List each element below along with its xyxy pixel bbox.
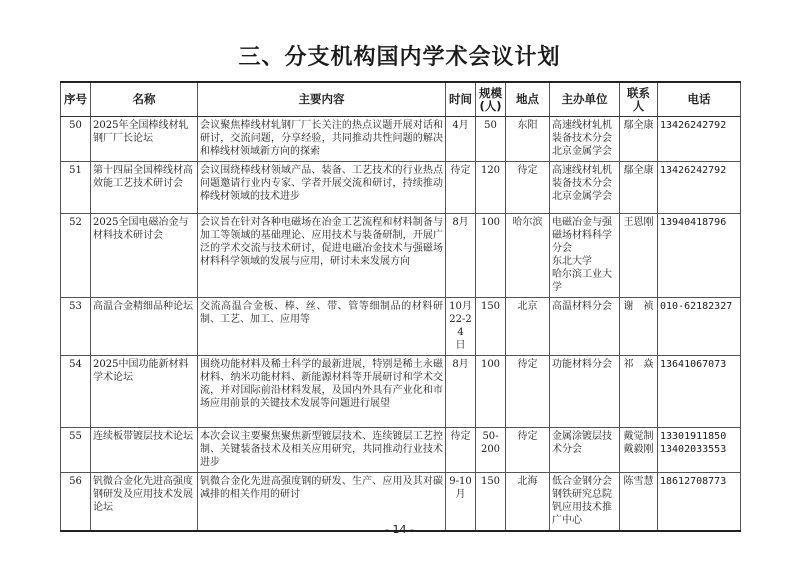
cell-host: 功能材料分会 bbox=[550, 356, 620, 428]
cell-name: 2025全国电磁冶金与材料技术研讨会 bbox=[91, 214, 198, 298]
cell-phone: 13426242792 bbox=[658, 117, 741, 162]
cell-contact: 鄢全康 bbox=[620, 162, 658, 214]
cell-seq: 56 bbox=[61, 473, 91, 532]
cell-phone: 13641067073 bbox=[658, 356, 741, 428]
cell-contact: 陈雪慧 bbox=[620, 473, 658, 532]
cell-place: 东阳 bbox=[506, 117, 550, 162]
table-row bbox=[61, 298, 741, 356]
cell-host: 低合金钢分会 钢铁研究总院 钒应用技术推广中心 bbox=[550, 473, 620, 532]
table-header-row bbox=[61, 82, 741, 117]
cell-time: 待定 bbox=[446, 428, 476, 473]
cell-scale: 50 bbox=[476, 117, 506, 162]
header-place: 地点 bbox=[506, 82, 550, 117]
cell-phone: 13940418796 bbox=[658, 214, 741, 298]
cell-content: 围绕功能材料及稀土科学的最新进展，特别是稀土永磁材料、纳米功能材料、新能源材料等开展研讨和学术交流，并对国际前沿材料发展，及国内外具有产业化和市场应用前景的关键技术发展等问题进行展望 bbox=[198, 356, 446, 428]
cell-contact: 谢 祯 bbox=[620, 298, 658, 356]
header-contact: 联系人 bbox=[620, 82, 658, 117]
cell-scale: 150 bbox=[476, 298, 506, 356]
header-content: 主要内容 bbox=[198, 82, 446, 117]
table-row bbox=[61, 117, 741, 162]
cell-phone: 13301911850 13402033553 bbox=[658, 428, 741, 473]
cell-place: 待定 bbox=[506, 356, 550, 428]
cell-phone: 13426242792 bbox=[658, 162, 741, 214]
cell-scale: 50- 200 bbox=[476, 428, 506, 473]
cell-scale: 150 bbox=[476, 473, 506, 532]
cell-time: 9-10月 bbox=[446, 473, 476, 532]
cell-content: 会议聚焦棒线材轧钢厂厂长关注的热点议题开展对话和研讨，交流问题，分享经验，共同推动共性问题的解决和棒线材领域新方向的探索 bbox=[198, 117, 446, 162]
cell-host: 高速线材轧机装备技术分会 北京金属学会 bbox=[550, 117, 620, 162]
cell-place: 待定 bbox=[506, 428, 550, 473]
table-row bbox=[61, 214, 741, 298]
header-name: 名称 bbox=[91, 82, 198, 117]
cell-content: 交流高温合金板、棒、丝、带、管等细制品的材料研制、工艺、加工、应用等 bbox=[198, 298, 446, 356]
cell-place: 哈尔滨 bbox=[506, 214, 550, 298]
cell-host: 金属涂镀层技术分会 bbox=[550, 428, 620, 473]
header-scale: 规模 (人) bbox=[476, 82, 506, 117]
page-number: - 14 - bbox=[385, 523, 414, 536]
cell-content: 会议围绕棒线材领域产品、装备、工艺技术的行业热点问题邀请行业内专家、学者开展交流和研讨，持续推动棒线材领域的技术进步 bbox=[198, 162, 446, 214]
cell-content: 本次会议主要聚焦聚焦新型镀层技术、连续镀层工艺控制、关键装备技术及相关应用研究，共同推动行业技术进步 bbox=[198, 428, 446, 473]
cell-host: 高温材料分会 bbox=[550, 298, 620, 356]
cell-scale: 100 bbox=[476, 356, 506, 428]
page-title: 三、分支机构国内学术会议计划 bbox=[238, 45, 561, 70]
cell-contact: 鄢全康 bbox=[620, 117, 658, 162]
cell-host: 高速线材轧机装备技术分会 北京金属学会 bbox=[550, 162, 620, 214]
cell-name: 2025年全国棒线材轧钢厂厂长论坛 bbox=[91, 117, 198, 162]
cell-seq: 54 bbox=[61, 356, 91, 428]
cell-seq: 52 bbox=[61, 214, 91, 298]
cell-name: 2025中国功能新材料学术论坛 bbox=[91, 356, 198, 428]
cell-phone: 18612708773 bbox=[658, 473, 741, 532]
cell-contact: 祁 焱 bbox=[620, 356, 658, 428]
cell-time: 待定 bbox=[446, 162, 476, 214]
cell-place: 北京 bbox=[506, 298, 550, 356]
cell-time: 10月 22-24 日 bbox=[446, 298, 476, 356]
cell-phone: 010-62182327 bbox=[658, 298, 741, 356]
cell-seq: 55 bbox=[61, 428, 91, 473]
cell-scale: 120 bbox=[476, 162, 506, 214]
cell-contact: 戴觉制 戴毅刚 bbox=[620, 428, 658, 473]
header-seq: 序号 bbox=[61, 82, 91, 117]
cell-seq: 50 bbox=[61, 117, 91, 162]
cell-name: 第十四届全国棒线材高效能工艺技术研讨会 bbox=[91, 162, 198, 214]
cell-content: 钒微合金化先进高强度钢的研发、生产、应用及其对碳减排的相关作用的研讨 bbox=[198, 473, 446, 532]
cell-name: 连续板带镀层技术论坛 bbox=[91, 428, 198, 473]
cell-host: 电磁冶金与强磁场材料科学分会 东北大学 哈尔滨工业大学 bbox=[550, 214, 620, 298]
cell-content: 会议旨在针对各种电磁场在冶金工艺流程和材料制备与加工等领域的基础理论、应用技术与装备研制，开展广泛的学术交流与技术研讨，促进电磁冶金技术与强磁场材料科学领域的发展与应用，研讨未来发展方向 bbox=[198, 214, 446, 298]
header-time: 时间 bbox=[446, 82, 476, 117]
table-row bbox=[61, 356, 741, 428]
header-host: 主办单位 bbox=[550, 82, 620, 117]
cell-name: 钒微合金化先进高强度钢研发及应用技术发展论坛 bbox=[91, 473, 198, 532]
cell-place: 待定 bbox=[506, 162, 550, 214]
cell-seq: 53 bbox=[61, 298, 91, 356]
cell-time: 8月 bbox=[446, 356, 476, 428]
conference-plan-table bbox=[60, 81, 741, 532]
cell-time: 8月 bbox=[446, 214, 476, 298]
table-row bbox=[61, 162, 741, 214]
cell-time: 4月 bbox=[446, 117, 476, 162]
table-row bbox=[61, 428, 741, 473]
cell-contact: 王恩刚 bbox=[620, 214, 658, 298]
cell-scale: 100 bbox=[476, 214, 506, 298]
cell-seq: 51 bbox=[61, 162, 91, 214]
cell-place: 北海 bbox=[506, 473, 550, 532]
cell-name: 高温合金精细品种论坛 bbox=[91, 298, 198, 356]
header-phone: 电话 bbox=[658, 82, 741, 117]
